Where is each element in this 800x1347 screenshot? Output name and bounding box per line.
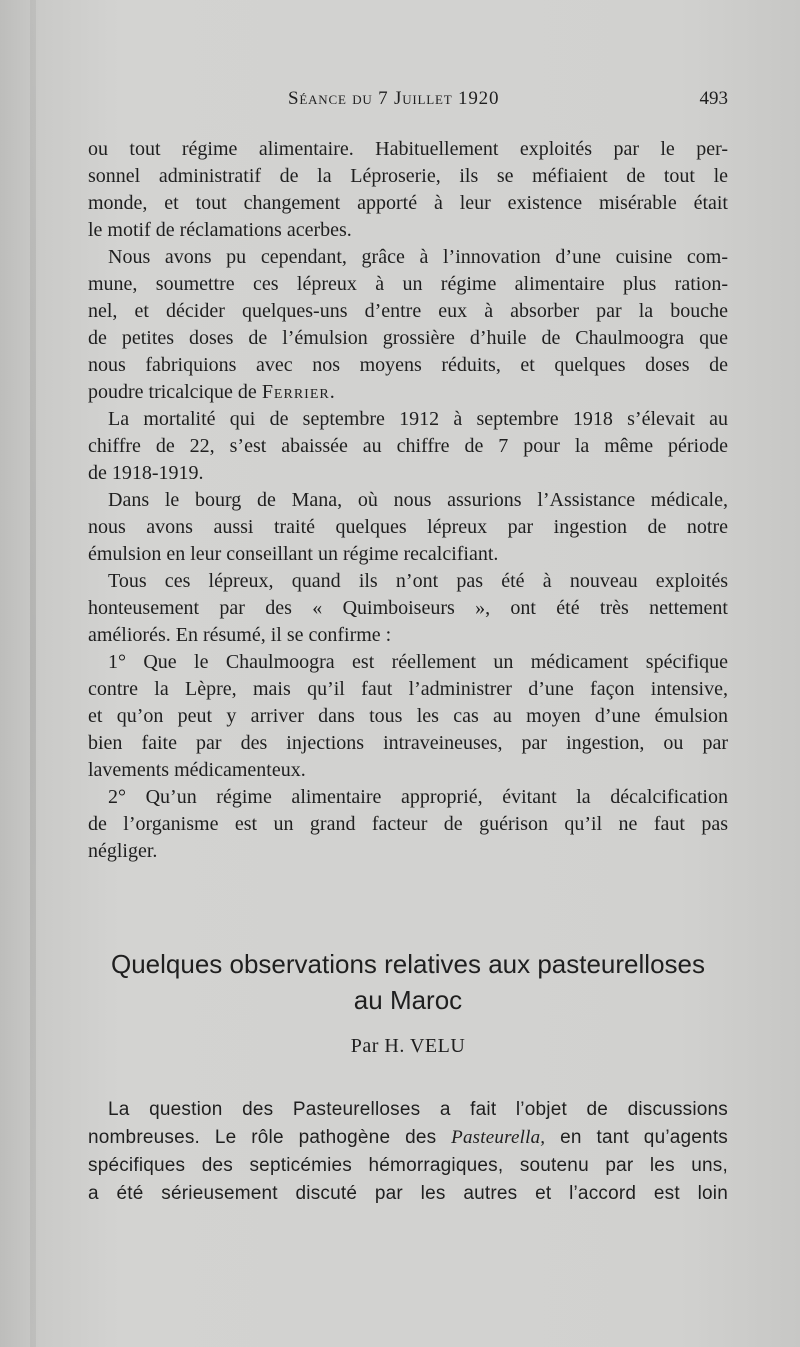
text-line: de l’organisme est un grand facteur de guérison qu’il ne faut pas	[88, 813, 728, 835]
period: .	[329, 381, 335, 403]
text-line: spécifiques des septicémies hémorragiques, soutenu par les uns,	[88, 1155, 728, 1176]
author-name-ferrier: Ferrier	[261, 381, 330, 403]
text-line: sonnel administratif de la Léproserie, ils se méfiaient de tout le	[88, 165, 728, 187]
text-line: le motif de réclamations acerbes.	[88, 219, 352, 241]
text-line: a été sérieusement discuté par les autres et l’accord est loin	[88, 1183, 728, 1204]
text-line: chiffre de 22, s’est abaissée au chiffre de 7 pour la même période	[88, 435, 728, 457]
text-line: mune, soumettre ces lépreux à un régime alimentaire plus ration-	[88, 273, 728, 295]
article-title-line-1: Quelques observations relatives aux pasteurelloses	[110, 949, 705, 979]
article-author: Par H. VELU	[350, 1035, 466, 1057]
text-line: Nous avons pu cependant, grâce à l’innovation d’une cuisine com-	[108, 246, 728, 268]
text-line: nel, et décider quelques-uns d’entre eux à absorber par la bouche	[88, 300, 728, 322]
text-line: 1° Que le Chaulmoogra est réellement un médicament spécifique	[108, 651, 728, 673]
text-fragment: nombreuses. Le rôle pathogène des	[88, 1127, 437, 1148]
article-title-line-2: au Maroc	[353, 985, 463, 1015]
text-fragment: poudre tricalcique de	[88, 381, 257, 403]
text-line: monde, et tout changement apporté à leur existence misérable était	[88, 192, 728, 214]
text-line: émulsion en leur conseillant un régime recalcifiant.	[88, 543, 499, 565]
text-line: de petites doses de l’émulsion grossière d’huile de Chaulmoogra que	[88, 327, 728, 349]
text-line: bien faite par des injections intraveineuses, par ingestion, ou par	[88, 732, 728, 754]
article-text	[88, 1096, 728, 1208]
text-line: négliger.	[88, 840, 158, 862]
text-fragment: en tant qu’agents	[560, 1127, 729, 1148]
text-line: contre la Lèpre, mais qu’il faut l’administrer d’une façon intensive,	[88, 678, 728, 700]
text-line: ou tout régime alimentaire. Habituellement exploités par le per-	[88, 138, 728, 160]
italic-genus-name: Pasteurella,	[451, 1127, 546, 1148]
text-line: 2° Qu’un régime alimentaire approprié, évitant la décalcification	[108, 786, 728, 808]
text-line: et qu’on peut y arriver dans tous les cas au moyen d’une émulsion	[88, 705, 728, 727]
text-line: honteusement par des « Quimboiseurs », ont été très nettement	[88, 597, 728, 619]
text-line: La mortalité qui de septembre 1912 à septembre 1918 s’élevait au	[108, 408, 728, 430]
text-line	[88, 379, 728, 406]
text-line: Tous ces lépreux, quand ils n’ont pas été à nouveau exploités	[108, 570, 728, 592]
text-line: de 1918-1919.	[88, 462, 204, 484]
text-line: Dans le bourg de Mana, où nous assurions l’Assistance médicale,	[108, 489, 728, 511]
text-line: lavements médicamenteux.	[88, 759, 306, 781]
page-number: 493	[699, 88, 728, 109]
text-line: améliorés. En résumé, il se confirme :	[88, 624, 392, 646]
running-head	[88, 88, 728, 118]
text-line: La question des Pasteurelloses a fait l’objet de discussions	[108, 1099, 728, 1120]
previous-article-text	[88, 136, 728, 865]
text-line: nous fabriquions avec nos moyens réduits, et quelques doses de	[88, 354, 728, 376]
text-line	[88, 1124, 728, 1152]
running-title: Séance du 7 Juillet 1920	[288, 88, 500, 109]
text-line: nous avons aussi traité quelques lépreux par ingestion de notre	[88, 516, 728, 538]
